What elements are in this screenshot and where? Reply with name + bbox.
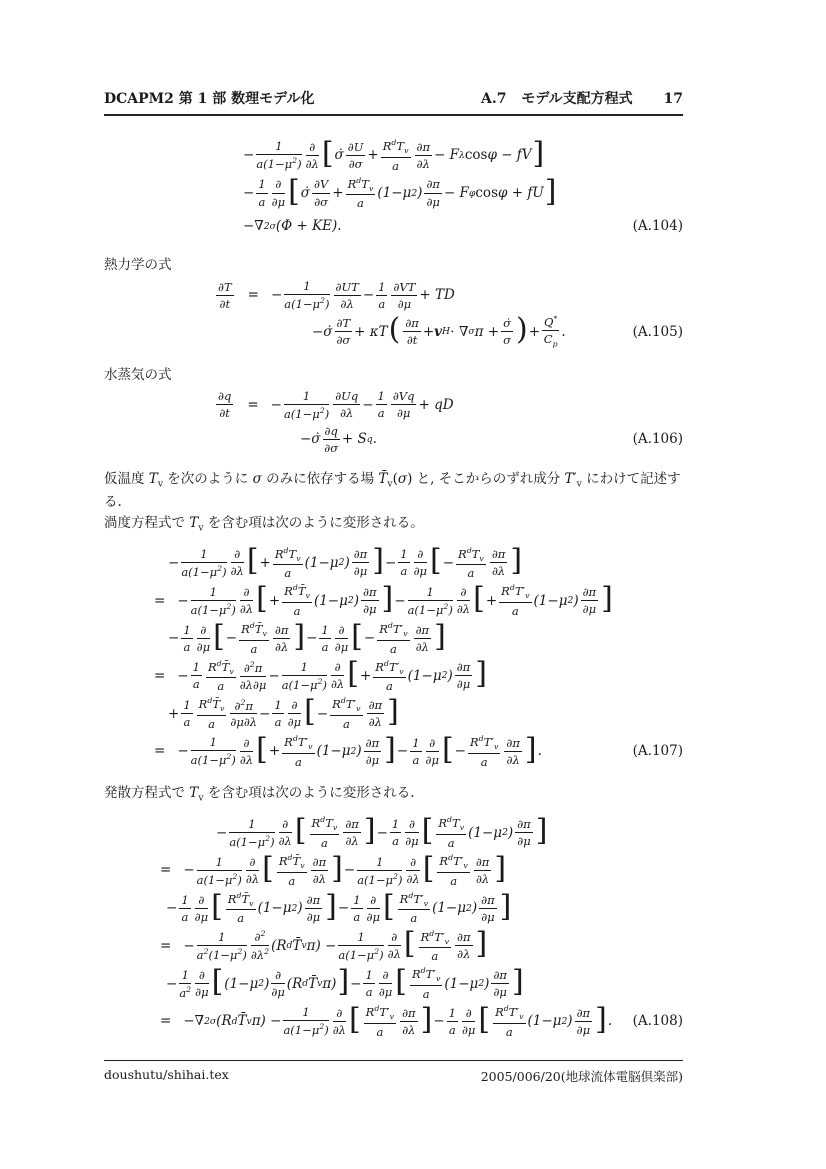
equation-label: (A.105)	[632, 323, 683, 340]
equation-block-A105	[104, 279, 683, 349]
equation-row: −σ̇ $\frac{\partial T}{\partial\sigma}$ + κT ( $\frac{\partial\pi}{\partial t}$ + v H ⋅ ∇ σ π + $\frac{\sigmȧ}{\sigma}$ ) + $\frac{Q^*}{C_p}$ . (A.105)	[312, 312, 683, 349]
section-heading: 熱力学の式	[104, 257, 172, 274]
equation-row: $\frac{\partial T}{\partial t}$ = − $\frac{1}{a(1-\mu^2)}$ $\frac{\partial UT}{\partial\lambda}$ − $\frac{1}{a}$ $\frac{\partial VT}{\partial\mu}$ + TD	[218, 279, 455, 312]
equation-row: = − $\frac{1}{a^2(1-\mu^2)}$ $\frac{\partial^2}{\partial\lambda^2}$ (R d T̄ v π) − $\frac{1}{a(1-\mu^2)}$ $\frac{\partial}{\partial\lambda}$ [ $\frac{R^dT'_v}{a}$ $\frac{\partial\pi}{\partial\lambda}$ ]	[160, 926, 488, 964]
equation-row: − $\frac{1}{a(1-\mu^2)}$ $\frac{\partial}{\partial\lambda}$ [ + $\frac{R^dT_v}{a}$ (1−μ 2 ) $\frac{\partial\pi}{\partial\mu}$ ] − $\frac{1}{a}$ $\frac{\partial}{\partial\mu}$ [ − $\frac{R^dT_v}{a}$ $\frac{\partial\pi}{\partial\lambda}$ ]	[168, 543, 523, 581]
equation-row: + $\frac{1}{a}$ $\frac{R^dT̄_v}{a}$ $\frac{\partial^2\pi}{\partial\mu\partial\lambda}$ − $\frac{1}{a}$ $\frac{\partial}{\partial\mu}$ [ − $\frac{R^dT'_v}{a}$ $\frac{\partial\pi}{\partial\lambda}$ ]	[168, 694, 399, 731]
equation-row: − $\frac{1}{a}$ $\frac{\partial}{\partial\mu}$ [ $\frac{R^dT̄_v}{a}$ (1−μ 2 ) $\frac{\partial\pi}{\partial\mu}$ ] − $\frac{1}{a}$ $\frac{\partial}{\partial\mu}$ [ $\frac{R^dT'_v}{a}$ (1−μ 2 ) $\frac{\partial\pi}{\partial\mu}$ ]	[166, 888, 512, 926]
footer-source-file: doushutu/shihai.tex	[104, 1067, 229, 1082]
page-footer	[104, 1060, 683, 1085]
header-right	[481, 88, 683, 108]
equation-label: (A.106)	[632, 431, 683, 448]
paragraph: 仮温度 $T_v$ を次のように σ のみに依存する場 $T̄_v(\sigma)$ と, そこからのずれ成分 $T'_v$ にわけて記述する. 渦度方程式で $T_v$ を含む項は次のように変形される。	[104, 470, 681, 534]
equation-row: −∇ 2 σ (Φ + KE). (A.104)	[243, 218, 683, 235]
header-section-number: A.7	[480, 91, 507, 107]
equation-block-A104	[104, 135, 683, 239]
equation-row: = − $\frac{1}{a(1-\mu^2)}$ $\frac{\partial}{\partial\lambda}$ [ $\frac{R^dT̄_v}{a}$ $\frac{\partial\pi}{\partial\lambda}$ ] − $\frac{1}{a(1-\mu^2)}$ $\frac{\partial}{\partial\lambda}$ [ $\frac{R^dT'_v}{a}$ $\frac{\partial\pi}{\partial\lambda}$ ]	[160, 850, 507, 888]
header-section-title: モデル支配方程式	[521, 91, 633, 107]
equation-block-A107	[104, 543, 683, 769]
equation-row: = − $\frac{1}{a(1-\mu^2)}$ $\frac{\partial}{\partial\lambda}$ [ + $\frac{R^dT'_v}{a}$ (1−μ 2 ) $\frac{\partial\pi}{\partial\mu}$ ] − $\frac{1}{a}$ $\frac{\partial}{\partial\mu}$ [ − $\frac{R^dT'_v}{a}$ $\frac{\partial\pi}{\partial\lambda}$ ] . (A.107)	[154, 731, 683, 769]
equation-label: (A.108)	[632, 1013, 683, 1030]
equation-row: −σ̇ $\frac{\partial q}{\partial\sigma}$ + S q . (A.106)	[300, 423, 683, 455]
header-page-number: 17	[663, 91, 683, 107]
equation-row: = − $\frac{1}{a}$ $\frac{R^dT̄_v}{a}$ $\frac{\partial^2\pi}{\partial\lambda\partial\mu}$ − $\frac{1}{a(1-\mu^2)}$ $\frac{\partial}{\partial\lambda}$ [ + $\frac{R^dT'_v}{a}$ (1−μ 2 ) $\frac{\partial\pi}{\partial\mu}$ ]	[154, 656, 487, 694]
equation-row: − $\frac{1}{a}$ $\frac{\partial}{\partial\mu}$ [ σ̇ $\frac{\partial V}{\partial\sigma}$ + $\frac{R^dT_v}{a}$ (1−μ 2 ) $\frac{\partial\pi}{\partial\mu}$ − F φ cos φ + fU ]	[243, 173, 557, 211]
equation-label: (A.104)	[632, 218, 683, 235]
paragraph: 発散方程式で $T_v$ を含む項は次のように変形される.	[104, 784, 415, 804]
page-header	[104, 88, 683, 116]
footer-date-credit: 2005/006/20(地球流体電脳倶楽部)	[480, 1069, 683, 1084]
equation-row: $\frac{\partial q}{\partial t}$ = − $\frac{1}{a(1-\mu^2)}$ $\frac{\partial Uq}{\partial\lambda}$ − $\frac{1}{a}$ $\frac{\partial Vq}{\partial\mu}$ + qD	[218, 388, 454, 421]
equation-row: − $\frac{1}{a(1-\mu^2)}$ $\frac{\partial}{\partial\lambda}$ [ σ̇ $\frac{\partial U}{\partial\sigma}$ + $\frac{R^dT_v}{a}$ $\frac{\partial\pi}{\partial\lambda}$ − F λ cos φ − fV ]	[243, 135, 545, 173]
equation-row: = −∇ 2 σ (R d T̄ v π) − $\frac{1}{a(1-\mu^2)}$ $\frac{\partial}{\partial\lambda}$ [ $\frac{R^dT'_v}{a}$ $\frac{\partial\pi}{\partial\lambda}$ ] − $\frac{1}{a}$ $\frac{\partial}{\partial\mu}$ [ $\frac{R^dT'_v}{a}$ (1−μ 2 ) $\frac{\partial\pi}{\partial\mu}$ ] . (A.108)	[160, 1001, 683, 1039]
equation-row: − $\frac{1}{a(1-\mu^2)}$ $\frac{\partial}{\partial\lambda}$ [ $\frac{R^dT_v}{a}$ $\frac{\partial\pi}{\partial\lambda}$ ] − $\frac{1}{a}$ $\frac{\partial}{\partial\mu}$ [ $\frac{R^dT_v}{a}$ (1−μ 2 ) $\frac{\partial\pi}{\partial\mu}$ ]	[216, 813, 548, 851]
header-left-title: DCAPM2 第 1 部 数理モデル化	[104, 91, 315, 107]
equation-row: − $\frac{1}{a^2}$ $\frac{\partial}{\partial\mu}$ [ (1−μ 2 ) $\frac{\partial}{\partial\mu}$ (R d T̄ v π) ] − $\frac{1}{a}$ $\frac{\partial}{\partial\mu}$ [ $\frac{R^dT'_v}{a}$ (1−μ 2 ) $\frac{\partial\pi}{\partial\mu}$ ]	[166, 964, 524, 1001]
document-content	[104, 132, 683, 1053]
equation-label: (A.107)	[632, 743, 683, 760]
equation-row: − $\frac{1}{a}$ $\frac{\partial}{\partial\mu}$ [ − $\frac{R^dT̄_v}{a}$ $\frac{\partial\pi}{\partial\lambda}$ ] − $\frac{1}{a}$ $\frac{\partial}{\partial\mu}$ [ − $\frac{R^dT'_v}{a}$ $\frac{\partial\pi}{\partial\lambda}$ ]	[168, 618, 446, 656]
section-heading: 水蒸気の式	[104, 366, 172, 383]
equation-block-A106	[104, 389, 683, 455]
equation-block-A108	[104, 815, 683, 1038]
equation-row: = − $\frac{1}{a(1-\mu^2)}$ $\frac{\partial}{\partial\lambda}$ [ + $\frac{R^dT̄_v}{a}$ (1−μ 2 ) $\frac{\partial\pi}{\partial\mu}$ ] − $\frac{1}{a(1-\mu^2)}$ $\frac{\partial}{\partial\lambda}$ [ + $\frac{R^dT'_v}{a}$ (1−μ 2 ) $\frac{\partial\pi}{\partial\mu}$ ]	[154, 581, 613, 618]
